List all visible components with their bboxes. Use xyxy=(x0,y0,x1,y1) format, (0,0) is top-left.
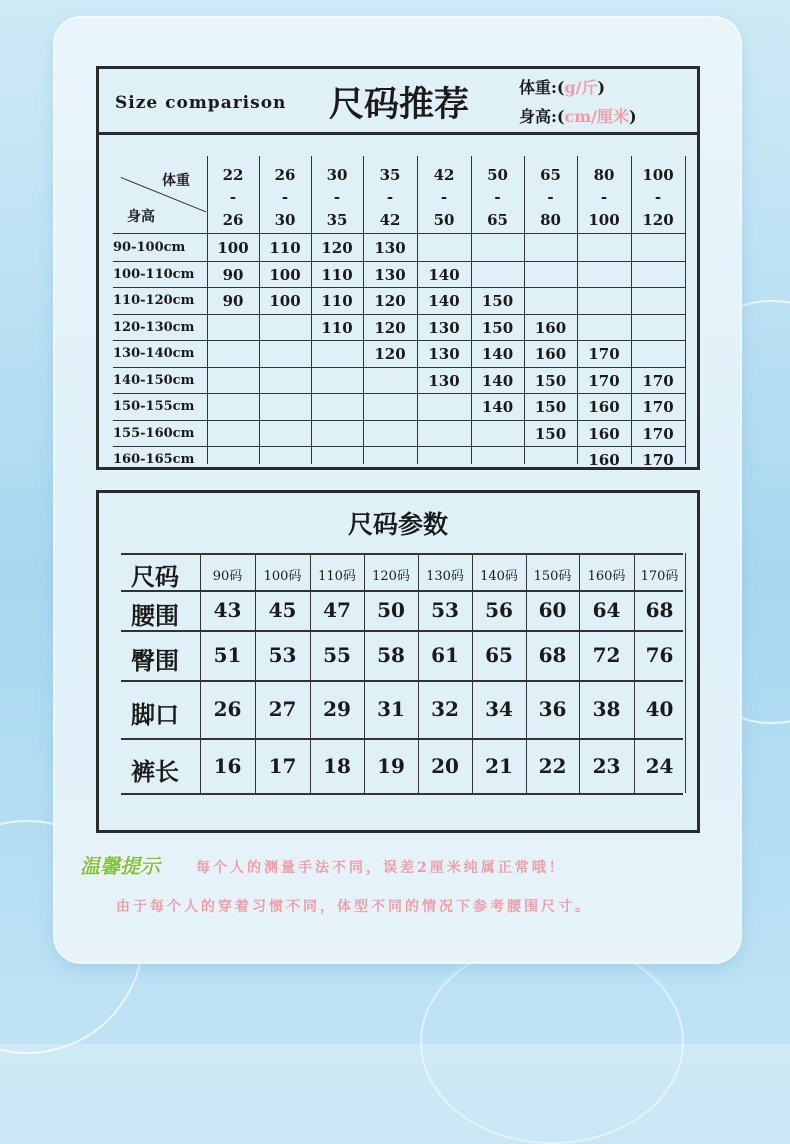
row-line xyxy=(113,446,685,447)
param-cell: 61 xyxy=(431,643,459,667)
size-header: 90码 xyxy=(212,569,243,584)
size-header: 120码 xyxy=(372,569,410,584)
param-cell: 40 xyxy=(645,697,674,721)
size-header: 170码 xyxy=(640,569,679,584)
tips-badge: 温馨提示 xyxy=(80,854,160,878)
param-cell: 18 xyxy=(323,753,351,778)
size-cell: 160 xyxy=(588,398,620,416)
size-cell: 170 xyxy=(642,451,674,469)
unit-height-unit: cm/厘米 xyxy=(564,107,630,126)
size-cell: 140 xyxy=(481,345,514,363)
param-cell: 60 xyxy=(538,598,567,622)
param-cell: 29 xyxy=(323,697,351,721)
weight-col-bottom: 26 xyxy=(222,211,244,229)
params-col-line xyxy=(685,553,686,793)
params-title: 尺码参数 xyxy=(347,510,448,539)
corner-weight-label: 体重 xyxy=(162,173,190,189)
unit-height-close: ) xyxy=(629,107,637,126)
param-cell: 43 xyxy=(213,598,242,622)
size-cell: 160 xyxy=(588,451,620,469)
param-cell: 65 xyxy=(485,643,513,667)
size-cell: 170 xyxy=(642,371,674,390)
unit-weight-unit: g/斤 xyxy=(564,78,598,97)
size-cell: 170 xyxy=(588,345,620,363)
weight-col-top: 35 xyxy=(379,166,401,184)
size-cell: 120 xyxy=(374,318,406,337)
size-cell: 160 xyxy=(534,345,567,363)
param-cell: 53 xyxy=(431,598,459,622)
size-params-table xyxy=(96,490,700,833)
size-cell: 160 xyxy=(588,424,620,443)
param-cell: 45 xyxy=(268,598,297,622)
size-cell: 140 xyxy=(481,398,514,416)
param-cell: 16 xyxy=(213,753,242,778)
param-cell: 72 xyxy=(592,643,621,667)
size-header: 150码 xyxy=(533,569,572,584)
size-cell: 150 xyxy=(534,398,567,416)
param-cell: 22 xyxy=(538,753,567,778)
weight-col-top: 26 xyxy=(274,166,296,184)
param-cell: 34 xyxy=(485,697,513,721)
param-cell: 68 xyxy=(538,643,567,667)
size-cell: 150 xyxy=(481,292,514,310)
param-row-label: 臀围 xyxy=(131,646,179,675)
weight-col-dash: - xyxy=(281,188,289,206)
weight-col-top: 30 xyxy=(326,166,348,184)
param-cell: 26 xyxy=(213,697,242,721)
weight-col-top: 22 xyxy=(222,166,244,184)
size-header: 160码 xyxy=(587,569,626,584)
size-cell: 160 xyxy=(534,318,567,337)
weight-col-dash: - xyxy=(654,188,662,206)
size-cell: 140 xyxy=(428,265,460,284)
param-cell: 24 xyxy=(645,753,674,778)
param-cell: 51 xyxy=(213,643,242,667)
weight-col-dash: - xyxy=(440,188,448,206)
param-row-label: 腰围 xyxy=(131,601,179,630)
table-header xyxy=(99,69,697,135)
height-row-label: 150-155cm xyxy=(113,399,195,414)
size-header: 130码 xyxy=(426,569,464,584)
header-line xyxy=(113,233,685,234)
param-cell: 58 xyxy=(377,643,405,667)
size-cell: 120 xyxy=(321,239,353,257)
tip-line-1: 每个人的测量手法不同，误差2厘米纯属正常哦！ xyxy=(196,860,566,876)
param-cell: 56 xyxy=(485,598,513,622)
size-cell: 150 xyxy=(534,371,567,390)
size-cell: 130 xyxy=(428,318,460,337)
height-row-label: 130-140cm xyxy=(113,346,195,361)
height-row-label: 160-165cm xyxy=(113,452,195,467)
weight-col-top: 42 xyxy=(433,166,455,184)
param-cell: 32 xyxy=(431,697,459,721)
param-cell: 64 xyxy=(592,598,621,622)
param-cell: 53 xyxy=(268,643,297,667)
row-line xyxy=(113,261,685,262)
weight-col-bottom: 35 xyxy=(326,211,348,229)
weight-col-bottom: 100 xyxy=(588,211,620,229)
param-row-line xyxy=(121,793,683,795)
size-cell: 170 xyxy=(642,424,674,443)
size-cell: 150 xyxy=(481,318,514,337)
weight-col-top: 80 xyxy=(593,166,615,184)
weight-col-top: 50 xyxy=(487,166,508,184)
row-line xyxy=(113,314,685,315)
size-cell: 110 xyxy=(321,318,353,337)
param-cell: 27 xyxy=(268,697,297,721)
weight-col-bottom: 42 xyxy=(379,211,401,229)
corner-height-label: 身高 xyxy=(127,209,155,225)
size-cell: 120 xyxy=(374,345,406,363)
param-cell: 68 xyxy=(645,598,674,622)
height-row-label: 90-100cm xyxy=(113,240,186,255)
size-cell: 130 xyxy=(428,371,460,390)
param-cell: 19 xyxy=(377,753,405,778)
param-cell: 36 xyxy=(538,697,567,721)
row-line xyxy=(113,393,685,394)
size-cell: 110 xyxy=(321,292,353,310)
col-line xyxy=(685,156,686,464)
param-cell: 76 xyxy=(645,643,674,667)
size-cell: 90 xyxy=(222,292,244,310)
weight-col-dash: - xyxy=(386,188,394,206)
size-cell: 90 xyxy=(222,265,244,284)
weight-col-dash: - xyxy=(600,188,608,206)
size-cell: 170 xyxy=(588,371,620,390)
unit-height-label: 身高:( xyxy=(519,107,565,126)
param-cell: 21 xyxy=(485,753,513,778)
unit-weight xyxy=(519,75,605,98)
weight-col-bottom: 120 xyxy=(642,211,674,229)
title-en: Size comparison xyxy=(115,93,287,113)
weight-col-top: 65 xyxy=(540,166,561,184)
weight-col-bottom: 30 xyxy=(274,211,296,229)
param-row-line xyxy=(121,738,683,740)
param-cell: 55 xyxy=(323,643,351,667)
height-row-label: 120-130cm xyxy=(113,319,195,335)
params-top-line xyxy=(121,553,683,555)
param-row-line xyxy=(121,630,683,632)
size-cell: 130 xyxy=(374,265,406,284)
unit-height xyxy=(519,104,637,127)
size-cell: 110 xyxy=(269,239,301,257)
params-corner: 尺码 xyxy=(131,562,179,591)
param-row-label: 脚口 xyxy=(131,700,179,729)
size-cell: 130 xyxy=(374,239,406,257)
param-row-line xyxy=(121,680,683,682)
param-cell: 47 xyxy=(323,598,351,622)
height-row-label: 140-150cm xyxy=(113,372,195,388)
unit-weight-label: 体重:( xyxy=(519,78,565,97)
weight-col-bottom: 80 xyxy=(540,211,561,229)
size-cell: 140 xyxy=(428,292,460,310)
param-cell: 17 xyxy=(268,753,297,778)
size-cell: 130 xyxy=(428,345,460,363)
size-cell: 170 xyxy=(642,398,674,416)
weight-col-dash: - xyxy=(229,188,237,206)
param-cell: 50 xyxy=(377,598,405,622)
param-cell: 23 xyxy=(592,753,621,778)
row-line xyxy=(113,340,685,341)
size-header: 110码 xyxy=(318,569,356,584)
param-cell: 38 xyxy=(592,697,621,721)
height-row-label: 155-160cm xyxy=(113,425,195,441)
weight-col-top: 100 xyxy=(642,166,674,184)
size-cell: 100 xyxy=(269,265,301,284)
size-cell: 120 xyxy=(374,292,406,310)
size-cell: 110 xyxy=(321,265,353,284)
size-cell: 150 xyxy=(534,424,567,443)
param-row-label: 裤长 xyxy=(131,756,179,786)
param-cell: 31 xyxy=(377,697,405,721)
size-recommend-table xyxy=(96,66,700,470)
param-cell: 20 xyxy=(431,753,459,778)
params-header-line xyxy=(121,590,683,592)
size-header: 100码 xyxy=(263,569,302,584)
weight-col-dash: - xyxy=(333,188,341,206)
size-header: 140码 xyxy=(480,569,518,584)
size-cell: 140 xyxy=(481,371,514,390)
height-row-label: 100-110cm xyxy=(113,266,195,282)
size-cell: 100 xyxy=(217,239,249,257)
weight-col-bottom: 50 xyxy=(433,211,455,229)
weight-col-dash: - xyxy=(494,188,501,206)
row-line xyxy=(113,420,685,421)
weight-col-bottom: 65 xyxy=(487,211,508,229)
decor-bubble-bottom xyxy=(420,940,684,1144)
title-cn: 尺码推荐 xyxy=(329,84,470,125)
row-line xyxy=(113,367,685,368)
size-cell: 100 xyxy=(269,292,301,310)
height-row-label: 110-120cm xyxy=(113,293,195,308)
unit-weight-close: ) xyxy=(597,78,606,97)
tip-line-2: 由于每个人的穿着习惯不同，体型不同的情况下参考腰围尺寸。 xyxy=(116,899,592,915)
weight-col-dash: - xyxy=(547,188,554,206)
row-line xyxy=(113,287,685,288)
